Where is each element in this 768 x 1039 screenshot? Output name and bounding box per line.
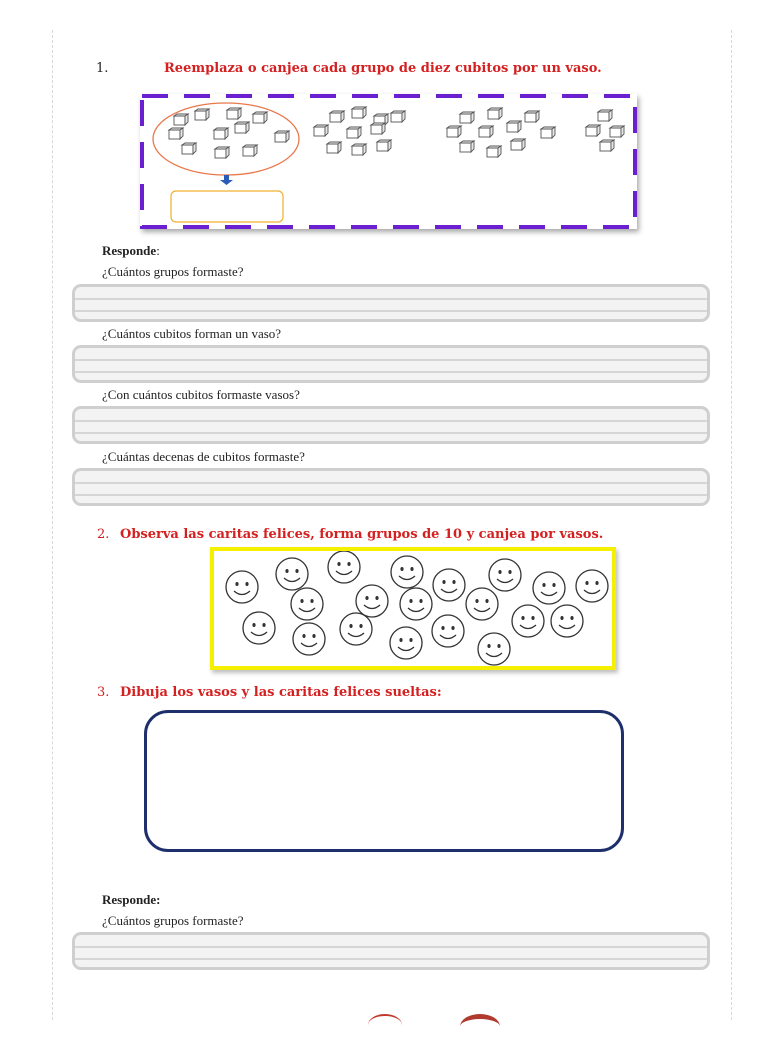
- cube-figure-svg: [140, 94, 637, 229]
- exercise-1-number: 1.: [96, 61, 109, 76]
- answer-line: [75, 494, 707, 496]
- smiley-face-icon: [466, 588, 498, 620]
- answer-line: [75, 946, 707, 948]
- responde-colon: :: [156, 243, 160, 258]
- smiley-face-icon: [390, 627, 422, 659]
- exercise-3-title: Dibuja los vasos y las caritas felices sueltas:: [120, 685, 442, 700]
- answer-line: [75, 432, 707, 434]
- exercise-3-number: 3.: [97, 685, 110, 700]
- smiley-face-icon: [551, 605, 583, 637]
- cube-icon-group-2: [314, 107, 405, 155]
- decorative-mark-left: [368, 1014, 402, 1036]
- smiley-face-icon: [243, 612, 275, 644]
- answer-line: [75, 420, 707, 422]
- exercise-2-title: Observa las caritas felices, forma grupos de 10 y canjea por vasos.: [120, 527, 604, 542]
- answer-field-4[interactable]: [72, 468, 710, 506]
- answer-line: [75, 310, 707, 312]
- smiley-face-icon: [391, 556, 423, 588]
- drawing-area[interactable]: [144, 710, 624, 852]
- question-5: ¿Cuántos grupos formaste?: [102, 913, 244, 928]
- page-margin-left: [52, 30, 53, 1020]
- cube-icon-group-4: [586, 110, 624, 151]
- smiley-faces-figure: [210, 547, 616, 670]
- smiley-face-icon: [356, 585, 388, 617]
- smiley-face-icon: [432, 615, 464, 647]
- smiley-face-icon: [433, 569, 465, 601]
- answer-line: [75, 359, 707, 361]
- smiley-face-icon: [576, 570, 608, 602]
- smiley-face-icon: [400, 588, 432, 620]
- question-4: ¿Cuántas decenas de cubitos formaste?: [102, 449, 305, 464]
- smiley-face-icon: [340, 613, 372, 645]
- responde-label: Responde: [102, 243, 157, 258]
- answer-line: [75, 958, 707, 960]
- answer-field-1[interactable]: [72, 284, 710, 322]
- smiley-face-icon: [533, 572, 565, 604]
- answer-field-3[interactable]: [72, 406, 710, 444]
- exercise-1-title: Reemplaza o canjea cada grupo de diez cubitos por un vaso.: [164, 61, 602, 76]
- smiley-face-icon: [276, 558, 308, 590]
- cube-grouping-figure: [140, 94, 637, 229]
- question-3: ¿Con cuántos cubitos formaste vasos?: [102, 387, 300, 402]
- smiley-figure-svg: [214, 551, 612, 666]
- exercise-2-number: 2.: [97, 527, 110, 542]
- smiley-face-icon: [512, 605, 544, 637]
- smiley-face-icon: [478, 633, 510, 665]
- answer-rectangle[interactable]: [171, 191, 283, 222]
- smiley-face-icon: [291, 588, 323, 620]
- question-1: ¿Cuántos grupos formaste?: [102, 264, 244, 279]
- smiley-face-icon: [293, 623, 325, 655]
- decorative-mark-right: [460, 1014, 500, 1039]
- answer-line: [75, 298, 707, 300]
- smiley-face-icon: [328, 551, 360, 583]
- responde-heading-1: [102, 243, 160, 259]
- answer-field-5[interactable]: [72, 932, 710, 970]
- cube-icon-group-1: [169, 108, 289, 158]
- responde-heading-2: Responde:: [102, 892, 161, 907]
- question-2: ¿Cuántos cubitos forman un vaso?: [102, 326, 282, 341]
- cube-icon-group-3: [447, 108, 555, 157]
- arrow-down-icon: [220, 175, 233, 185]
- smiley-face-icon: [489, 559, 521, 591]
- smiley-face-icon: [226, 571, 258, 603]
- answer-line: [75, 482, 707, 484]
- answer-line: [75, 371, 707, 373]
- page-margin-right: [731, 30, 732, 1020]
- answer-field-2[interactable]: [72, 345, 710, 383]
